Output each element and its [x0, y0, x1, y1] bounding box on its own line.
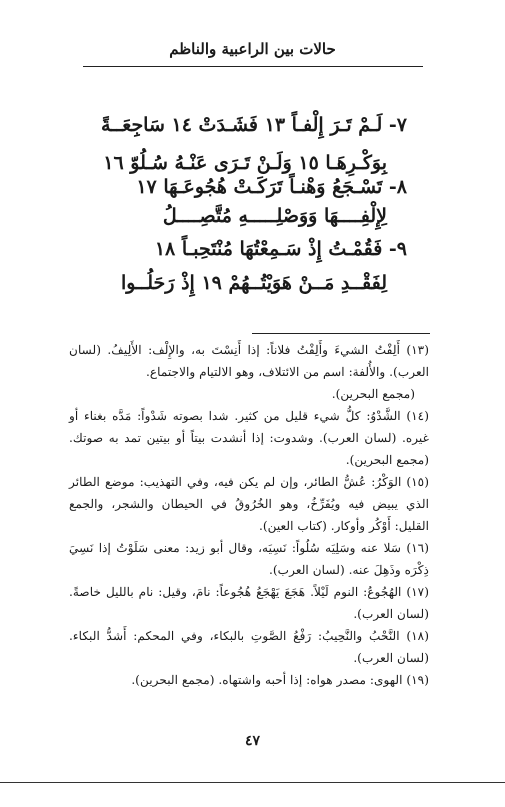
footnote-13-source: (مجمع البحرين).: [331, 387, 415, 401]
page-number: ٤٧: [244, 733, 261, 749]
footnote-19: (١٩) الهوى: مصدر هواه: إذا أحبه واشتهاه. (مجمع البحرين).: [131, 673, 429, 687]
footnote-separator: [252, 333, 430, 334]
footnote-13: (١٣) أَلِفْتُ الشيءَ وأَلِفْتُ فلاناً: إذا أَنِسْتَ به، والإِلْف: الأَلِيفُ. (لسان العرب). والأُلفة: اسم من الائتلاف، وهو الالتيام والاجتماع.: [69, 343, 429, 379]
footnote-16: (١٦) سَلا عنه وسَلِيَه سُلُواً: نَسِيَه، وقال أبو زيد: معنى سَلَوْتُ إذا نَسِيَ ذِكْرَه وذَهِلَ عنه. (لسان العرب).: [69, 541, 429, 577]
page-bottom-edge: [0, 782, 505, 783]
running-header: حالات بين الراعبية والناظم: [169, 40, 336, 58]
footnote-15: (١٥) الوَكْرُ: عُشُّ الطائر، وإن لم يكن فيه، وفي التهذيب: موضع الطائر الذي يبيض فيه ويُفَرِّخُ، وهو الخُرُوقُ في الحيطان والشجر، والجمع القليل: أَوْكُر وأوكار. (كتاب العين).: [69, 475, 429, 533]
footnotes: [69, 339, 429, 691]
verse-line: بِوَكْـرِهَـا ١٥ وَلَـنْ تَـرَى عَنْـهُ سُـلُوّ ١٦: [103, 152, 387, 174]
verse-line: لِإِلْفِــــهَا وَوَصْلِـــــهِ مُتَّصِــــلُ: [162, 205, 387, 227]
verse-line: ٧- لَـمْ تَـرَ إِلْفـاً ١٣ فَشَـدَتْ ١٤ سَاجِعَــةً: [100, 114, 407, 136]
header-rule: [83, 66, 423, 67]
verse-line: ٩- فَقُمْـتُ إِذْ سَـمِعْتُهَا مُنْتَحِبـاً ١٨: [154, 238, 407, 260]
verse-line: لِفَقْــدِ مَــنْ هَوَيْتُــهُمْ ١٩ إِذْ رَحَلُــوا: [121, 272, 387, 294]
footnote-17: (١٧) الهُجُوعُ: النوم لَيْلاً. هَجَعَ يَهْجَعُ هُجُوعاً: نامَ، وقيل: نام بالليل خاصةً. (لسان العرب).: [69, 585, 429, 621]
footnote-14: (١٤) الشَّدْوُ: كلُّ شيء قليل من كثير. شدا بصوته شَدْواً: مَدَّه بغناء أو غيره. (لسان العرب). وشدوت: إذا أنشدت بيتاً أو بيتين تمد به صوتك. (مجمع البحرين).: [69, 409, 429, 467]
verse-line: ٨- تَسْـجَعُ وَهْنـاً تَرَكَـتْ هُجُوعَـهَا ١٧: [136, 176, 407, 198]
footnote-18: (١٨) النَّحْبُ والنَّحِيبُ: رَفْعُ الصَّوتِ بالبكاء، وفي المحكم: أَشدُّ البكاء. (لسان العرب).: [69, 629, 429, 665]
